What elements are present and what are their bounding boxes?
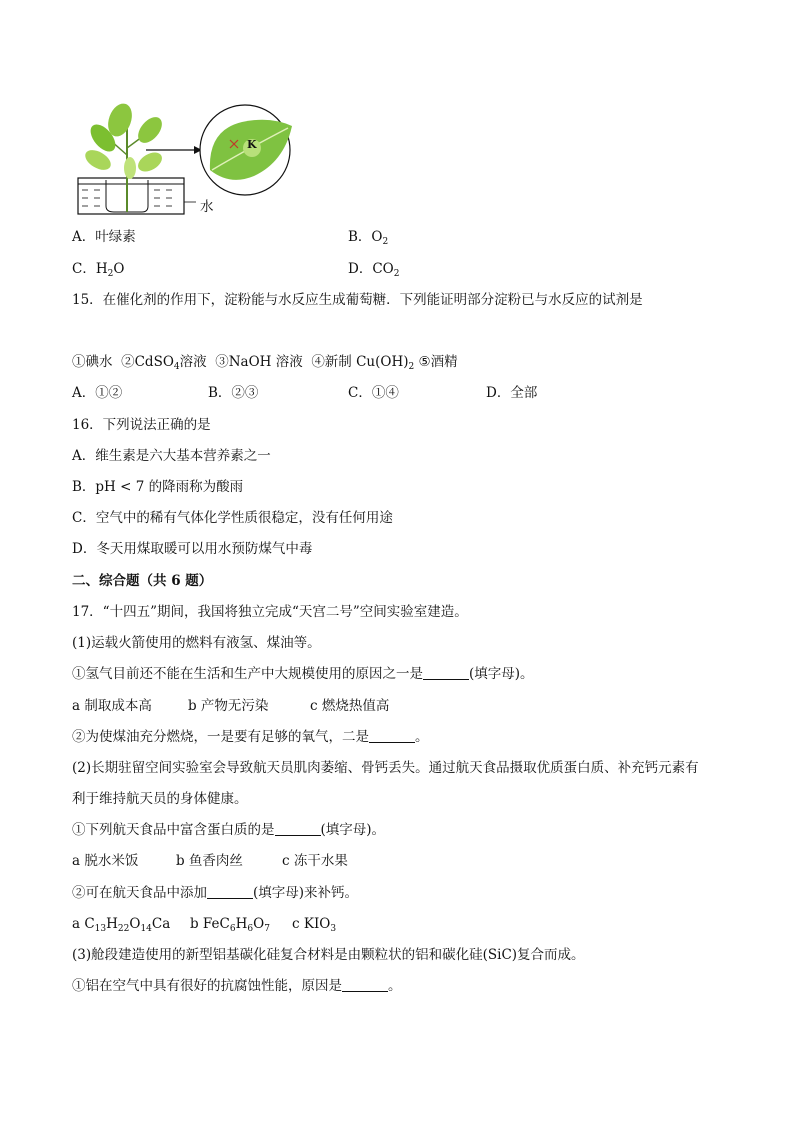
q14-option-d: D．$CO_2$	[348, 261, 400, 279]
water-label: 水	[200, 199, 214, 215]
q17-part2-opt-a: a 脱水米饭	[72, 853, 139, 869]
section-title: 二、综合题（共 6 题）	[72, 573, 213, 589]
q17-part1-opt-c: c 燃烧热值高	[310, 698, 390, 714]
answer-blank[interactable]	[342, 978, 388, 992]
q14-option-b: B．$O_2$	[348, 229, 389, 247]
q17-part2-opt-c: c 冻干水果	[282, 853, 348, 869]
q15-option-a: A．①②	[72, 385, 123, 401]
q15-option-d: D．全部	[486, 385, 538, 401]
answer-blank[interactable]	[369, 729, 415, 743]
q17-part3: (3)舱段建造使用的新型铝基碳化硅复合材料是由颗粒状的铝和碳化硅(SiC)复合而成。	[72, 947, 585, 963]
q17-part2-q2: ②可在航天食品中添加 (填字母)来补钙。	[72, 885, 359, 901]
q16-option-d: D．冬天用煤取暖可以用水预防煤气中毒	[72, 541, 313, 557]
q17-part2-line2: 利于维持航天员的身体健康。	[72, 791, 248, 807]
q17-part2-formula-c: c $KIO_3$	[292, 916, 337, 934]
answer-blank[interactable]	[207, 885, 253, 899]
q15-reagents: ①碘水 ②CdSO$_4$溶液 ③NaOH 溶液 ④新制 $Cu(OH)_2$ ⑤酒精	[72, 354, 458, 372]
q17-part1-q2: ②为使煤油充分燃烧，一是要有足够的氧气，二是 。	[72, 729, 429, 745]
q17-part2-q1: ①下列航天食品中富含蛋白质的是 (填字母)。	[72, 822, 386, 838]
q16-stem: 16．下列说法正确的是	[72, 417, 211, 433]
plant	[82, 100, 167, 212]
leaf-k-label: K	[247, 138, 257, 151]
q17-part1-opt-b: b 产物无污染	[188, 698, 269, 714]
q15-option-c: C．①④	[348, 385, 399, 401]
q16-option-b: B．pH < 7 的降雨称为酸雨	[72, 479, 244, 495]
q17-part1: (1)运载火箭使用的燃料有液氢、煤油等。	[72, 635, 321, 651]
q17-part2-formula-a: a $C_{13}H_{22}O_{14}Ca$	[72, 916, 171, 934]
q17-part3-q1: ①铝在空气中具有很好的抗腐蚀性能，原因是 。	[72, 978, 402, 994]
q14-option-c: C．$H_2O$	[72, 261, 125, 279]
q14-option-a: A．叶绿素	[72, 229, 136, 245]
q17-part2-opt-b: b 鱼香肉丝	[176, 853, 243, 869]
q17-part2-line1: (2)长期驻留空间实验室会导致航天员肌肉萎缩、骨钙丢失。通过航天食品摄取优质蛋白质、补充钙元素有	[72, 760, 699, 776]
q17-part1-q1: ①氢气目前还不能在生活和生产中大规模使用的原因之一是 (填字母)。	[72, 666, 534, 682]
q15-stem: 15．在催化剂的作用下，淀粉能与水反应生成葡萄糖．下列能证明部分淀粉已与水反应的试剂是	[72, 292, 643, 308]
q17-part1-opt-a: a 制取成本高	[72, 698, 152, 714]
answer-blank[interactable]	[275, 822, 321, 836]
magnified-leaf	[200, 105, 292, 195]
beaker	[78, 178, 196, 214]
q16-option-a: A．维生素是六大基本营养素之一	[72, 448, 271, 464]
q17-stem: 17．“十四五”期间，我国将独立完成“天宫二号”空间实验室建造。	[72, 604, 468, 620]
q15-option-b: B．②③	[208, 385, 259, 401]
q16-option-c: C．空气中的稀有气体化学性质很稳定，没有任何用途	[72, 510, 393, 526]
q17-part2-formula-b: b $FeC_6H_6O_7$	[190, 916, 270, 934]
answer-blank[interactable]	[423, 666, 469, 680]
